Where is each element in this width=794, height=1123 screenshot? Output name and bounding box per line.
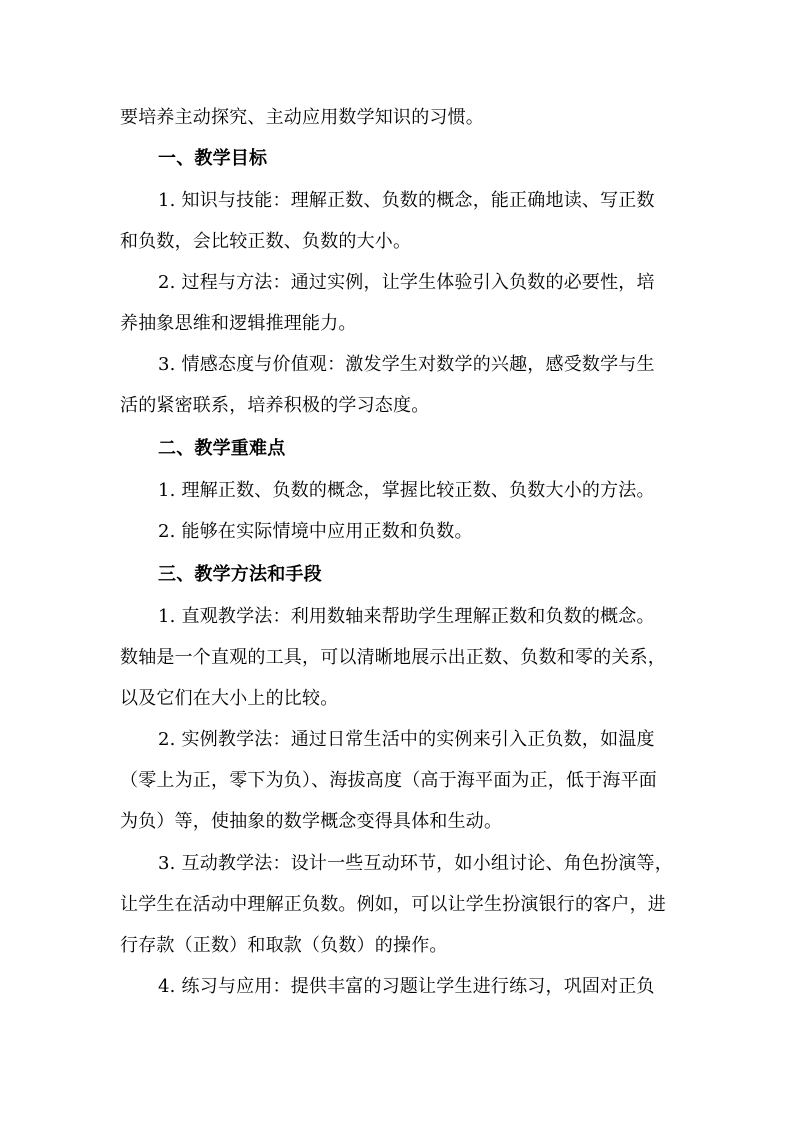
text-line: 2. 过程与方法：通过实例，让学生体验引入负数的必要性，培 [158,272,655,293]
text-line: 和负数，会比较正数、负数的大小。 [120,231,412,252]
section-heading: 一、教学目标 [158,148,268,169]
text-line: 让学生在活动中理解正负数。例如，可以让学生扮演银行的客户，进 [120,894,666,915]
text-line: 2. 实例教学法：通过日常生活中的实例来引入正负数，如温度 [158,729,655,750]
text-line: 养抽象思维和逻辑推理能力。 [120,313,357,334]
text-line: 要培养主动探究、主动应用数学知识的习惯。 [120,107,484,128]
text-line: 3. 互动教学法：设计一些互动环节，如小组讨论、角色扮演等， [158,853,673,874]
text-line: 1. 理解正数、负数的概念，掌握比较正数、负数大小的方法。 [158,480,655,501]
text-line: 2. 能够在实际情境中应用正数和负数。 [158,521,473,542]
text-line: 4. 练习与应用：提供丰富的习题让学生进行练习，巩固对正负 [158,976,655,997]
text-line: 3. 情感态度与价值观：激发学生对数学的兴趣，感受数学与生 [158,354,655,375]
section-heading: 二、教学重难点 [158,438,286,459]
text-line: 1. 直观教学法：利用数轴来帮助学生理解正数和负数的概念。 [158,606,655,627]
text-line: 行存款（正数）和取款（负数）的操作。 [120,935,448,956]
text-line: 活的紧密联系，培养积极的学习态度。 [120,395,430,416]
section-heading: 三、教学方法和手段 [158,564,322,585]
text-line: （零上为正，零下为负）、海拔高度（高于海平面为正，低于海平面 [120,770,657,791]
text-line: 为负）等，使抽象的数学概念变得具体和生动。 [120,811,503,832]
text-line: 1. 知识与技能：理解正数、负数的概念，能正确地读、写正数 [158,190,655,211]
text-line: 以及它们在大小上的比较。 [120,688,339,709]
text-line: 数轴是一个直观的工具，可以清晰地展示出正数、负数和零的关系， [120,647,666,668]
